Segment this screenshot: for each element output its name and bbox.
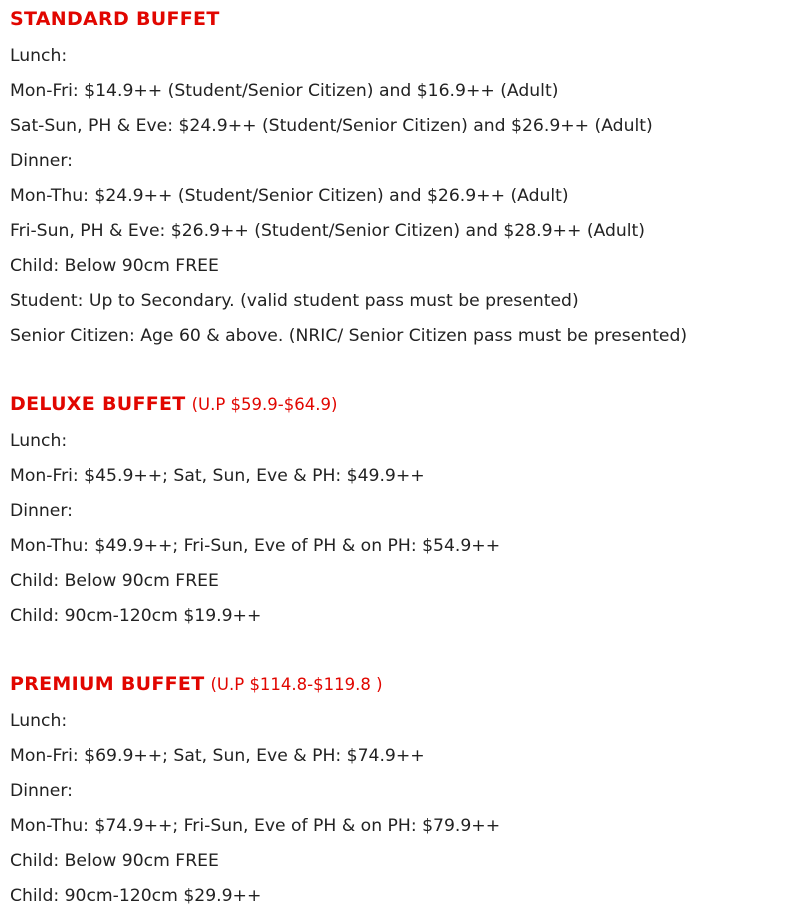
price-line: Mon-Thu: $74.9++; Fri-Sun, Eve of PH & on PH: $79.9++: [10, 816, 501, 836]
meal-label-lunch: Lunch:: [10, 711, 68, 731]
standard-buffet-section: [10, 4, 800, 354]
deluxe-buffet-section: [10, 389, 800, 634]
meal-label-dinner: Dinner:: [10, 781, 73, 801]
price-line: Sat-Sun, PH & Eve: $24.9++ (Student/Senior Citizen) and $26.9++ (Adult): [10, 116, 653, 136]
child-note: Child: Below 90cm FREE: [10, 571, 219, 591]
student-note: Student: Up to Secondary. (valid student pass must be presented): [10, 291, 579, 311]
meal-label-dinner: Dinner:: [10, 501, 73, 521]
price-line: Mon-Fri: $45.9++; Sat, Sun, Eve & PH: $49.9++: [10, 466, 425, 486]
price-line: Mon-Thu: $24.9++ (Student/Senior Citizen) and $26.9++ (Adult): [10, 186, 569, 206]
child-note: Child: 90cm-120cm $29.9++: [10, 886, 262, 906]
price-line: Mon-Fri: $69.9++; Sat, Sun, Eve & PH: $74.9++: [10, 746, 425, 766]
section-title: PREMIUM BUFFET: [10, 673, 205, 695]
price-line: Mon-Thu: $49.9++; Fri-Sun, Eve of PH & on PH: $54.9++: [10, 536, 501, 556]
usual-price-note: (U.P $59.9-$64.9): [191, 395, 338, 414]
section-heading: [10, 669, 800, 704]
section-title: STANDARD BUFFET: [10, 8, 220, 30]
section-title: DELUXE BUFFET: [10, 393, 186, 415]
senior-citizen-note: Senior Citizen: Age 60 & above. (NRIC/ Senior Citizen pass must be presented): [10, 326, 688, 346]
child-note: Child: Below 90cm FREE: [10, 851, 219, 871]
premium-buffet-section: [10, 669, 800, 914]
price-line: Fri-Sun, PH & Eve: $26.9++ (Student/Senior Citizen) and $28.9++ (Adult): [10, 221, 646, 241]
section-heading: [10, 389, 800, 424]
meal-label-lunch: Lunch:: [10, 46, 68, 66]
meal-label-lunch: Lunch:: [10, 431, 68, 451]
usual-price-note: (U.P $114.8-$119.8 ): [210, 675, 383, 694]
section-heading: [10, 4, 800, 39]
child-note: Child: Below 90cm FREE: [10, 256, 219, 276]
meal-label-dinner: Dinner:: [10, 151, 73, 171]
price-line: Mon-Fri: $14.9++ (Student/Senior Citizen) and $16.9++ (Adult): [10, 81, 559, 101]
child-note: Child: 90cm-120cm $19.9++: [10, 606, 262, 626]
